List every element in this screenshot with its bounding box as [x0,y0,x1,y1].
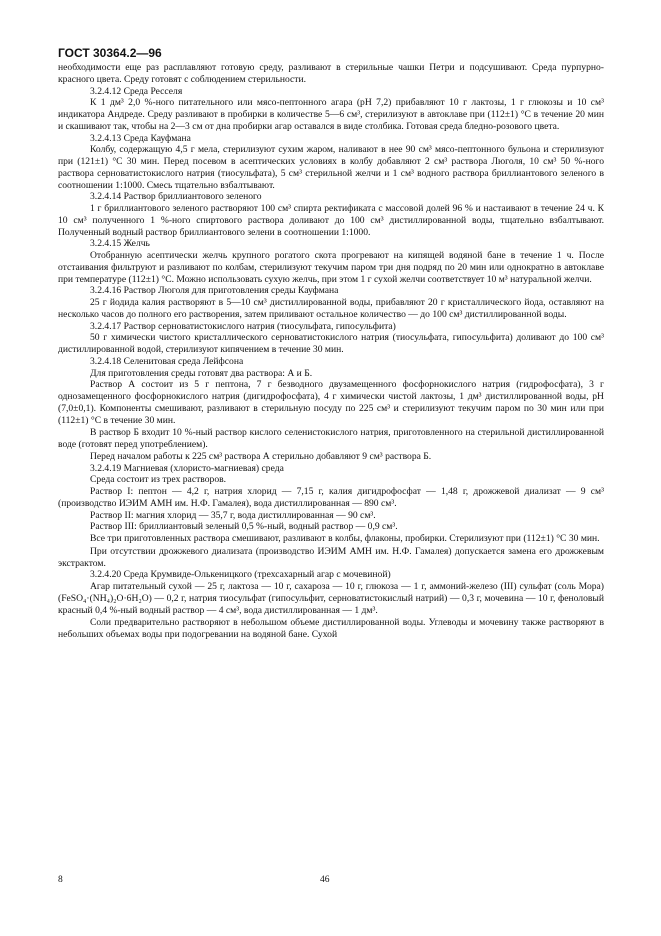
section-heading: 3.2.4.19 Магниевая (хлористо-магниевая) среда [90,462,284,474]
paragraph: Раствор I: пептон — 4,2 г, натрия хлорид — 7,15 г, калия дигидрофосфат — 1,48 г, дрожжевой диализат — 9 см³ (производство ИЭИМ АМН им. Н.Ф. Гамалея), вода дистиллированная — 890 см³. [58,486,604,509]
paragraph: 1 г бриллиантового зеленого растворяют 100 см³ спирта ректификата с массовой долей 96 % и настаивают в течение 24 ч. К 10 см³ полученного 1 %-ного спиртового раствора доливают до 100 см³ дистиллированной воды, тщательно взбалтывают. Полученный водный раствор бриллиантового зелени в соотношении 1:1000. [58,203,604,238]
paragraph: Соли предварительно растворяют в небольшом объеме дистиллированной воды. Углеводы и мочевину также растворяют в небольших объемах воды при подогревании на водяной бане. Сухой [58,617,604,640]
paragraph: Раствор II: магния хлорид — 35,7 г, вода дистиллированная — 90 см³. [90,509,376,521]
section-heading: 3.2.4.14 Раствор бриллиантового зеленого [90,191,262,203]
paragraph: 25 г йодида калия растворяют в 5—10 см³ дистиллированной воды, прибавляют 20 г кристаллического йода, оставляют на несколько часов до полного его растворения, затем приливают остальное количество — до 100 см³ дистиллированной воды. [58,297,604,320]
paragraph: Колбу, содержащую 4,5 г мела, стерилизуют сухим жаром, наливают в нее 90 см³ мясо-пептонного бульона и стерилизуют при (121±1) °С 30 мин. Перед посевом в асептических условиях в колбу добавляют 2 см³ раствора Люголя, 10 см³ 50 %-ного раствора серноватистокислого натрия (тиосульфата), 5 см³ стерильной желчи и 1 см³ водного раствора бриллиантового зеленого в соотношении 1:1000. Смесь тщательно взбалтывают. [58,144,604,191]
section-heading: 3.2.4.20 Среда Крумвиде-Олькеницкого (трехсахарный агар с мочевиной) [90,569,391,581]
paragraph: Среда состоит из трех растворов. [90,474,227,486]
paragraph: Раствор А состоит из 5 г пептона, 7 г безводного двузамещенного фосфорнокислого натрия (гидрофосфата), 3 г однозамещенного фосфорнокислого натрия (дигидрофосфата), 4 г химически чистой лактозы, 1 дм³ дистиллированной воды, pH (7,0±0,1). Компоненты смешивают, разливают в стерильную посуду по 225 см³ и стерилизуют текучим паром по 30 мин или при (112±1) °С в течение 30 мин. [58,379,604,426]
section-heading: 3.2.4.18 Селенитовая среда Лейфсона [90,355,244,367]
section-heading: 3.2.4.12 Среда Ресселя [90,85,183,97]
paragraph: Агар питательный сухой — 25 г, лактоза — 10 г, сахароза — 10 г, глюкоза — 1 г, аммоний-железо (III) сульфат (соль Мора) (FeSO₄·(NH₄)₂O·6H₂O) — 0,2 г, натрия тиосульфат (гипосульфит, серноватистокислый натрий) — 0,3 г, мочевина — 10 г, феноловый красный 0,4 %-ный водный раствор — 4 см³, вода дистиллированная — 1 дм³. [58,581,604,616]
paragraph: Раствор III: бриллиантовый зеленый 0,5 %-ный, водный раствор — 0,9 см³. [90,521,398,533]
footer-issue-number: 8 [58,875,63,885]
document-header: ГОСТ 30364.2—96 [58,46,162,60]
document-body [58,62,604,641]
paragraph: Перед началом работы к 225 см³ раствора А стерильно добавляют 9 см³ раствора Б. [90,450,432,462]
section-heading: 3.2.4.16 Раствор Люголя для приготовления среды Кауфмана [90,285,339,297]
paragraph: необходимости еще раз расплавляют готовую среду, разливают в стерильные чашки Петри и подсушивают. Среда пурпурно-красного цвета. Среду готовят с соблюдением стерильности. [58,62,604,85]
section-heading: 3.2.4.13 Среда Кауфмана [90,132,191,144]
paragraph: 50 г химически чистого кристаллического серноватистокислого натрия (тиосульфата, гипосульфита) доливают до 100 см³ дистиллированной водой, стерилизуют кипячением в течение 30 мин. [58,332,604,355]
page-number: 46 [320,875,330,885]
paragraph: При отсутствии дрожжевого диализата (производство ИЭИМ АМН им. Н.Ф. Гамалея) допускается замена его дрожжевым экстрактом. [58,545,604,569]
paragraph: Все три приготовленных раствора смешивают, разливают в колбы, флаконы, пробирки. Стерилизуют при (112±1) °С 30 мин. [90,533,600,544]
paragraph: К 1 дм³ 2,0 %-ного питательного или мясо-пептонного агара (pH 7,2) прибавляют 10 г лактозы, 1 г глюкозы и 10 см³ индикатора Андреде. Среду разливают в пробирки в количестве 5—6 см³, стерилизуют в автоклаве при (112±1) °С в течение 20 мин и скашивают так, чтобы на 2—3 см от дна пробирки агар оставался в виде столбика. Готовая среда бледно-розового цвета. [58,97,604,132]
paragraph: В раствор Б входит 10 %-ный раствор кислого селенистокислого натрия, приготовленного на стерильной дистиллированной воде (готовят перед употреблением). [58,427,604,450]
section-heading: 3.2.4.15 Желчь [90,238,150,250]
paragraph: Для приготовления среды готовят два раствора: А и Б. [90,367,313,379]
paragraph: Отобранную асептически желчь крупного рогатого скота прогревают на кипящей водяной бане в течение 1 ч. После отстаивания фильтруют и разливают по колбам, стерилизуют текучим паром три дня подряд по 20 мин или однократно в автоклаве при температуре (112±1) °С. Можно использовать сухую желчь, при этом 1 г сухой желчи соответствует 10 м³ натуральной желчи. [58,250,604,285]
section-heading: 3.2.4.17 Раствор серноватистокислого натрия (тиосульфата, гипосульфита) [90,320,396,332]
